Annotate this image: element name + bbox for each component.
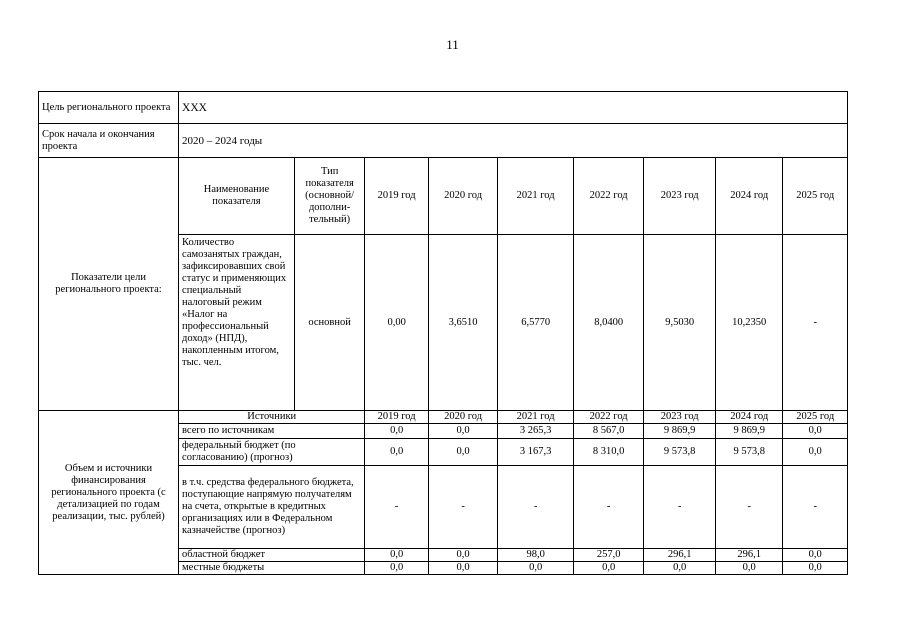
financing-value: 9 869,9 bbox=[644, 424, 716, 439]
financing-value: 98,0 bbox=[498, 549, 574, 562]
financing-value: - bbox=[428, 466, 498, 549]
financing-value: 9 869,9 bbox=[715, 424, 783, 439]
financing-value: 0,0 bbox=[428, 424, 498, 439]
indicator-year-header: 2025 год bbox=[783, 158, 848, 235]
financing-year-header: 2023 год bbox=[644, 411, 716, 424]
financing-value: 9 573,8 bbox=[644, 439, 716, 466]
financing-value: 0,0 bbox=[783, 562, 848, 575]
financing-value: 0,0 bbox=[365, 549, 428, 562]
financing-header-row bbox=[39, 411, 848, 424]
financing-source-name: местные бюджеты bbox=[179, 562, 365, 575]
financing-value: 0,0 bbox=[428, 562, 498, 575]
financing-source-name: всего по источникам bbox=[179, 424, 365, 439]
indicator-name-header: Наименование показателя bbox=[179, 158, 295, 235]
project-passport-table bbox=[38, 91, 848, 575]
indicator-value: 6,5770 bbox=[498, 235, 574, 411]
financing-value: - bbox=[644, 466, 716, 549]
financing-value: 257,0 bbox=[573, 549, 644, 562]
indicator-name: Количество самозанятых граждан, зафиксировавших свой статус и применяющих специальный налоговый режим «Налог на профессиональный доход» (НПД), накопленным итогом, тыс. чел. bbox=[179, 235, 295, 411]
indicator-type: основной bbox=[294, 235, 365, 411]
financing-value: 296,1 bbox=[715, 549, 783, 562]
indicator-value: 8,0400 bbox=[573, 235, 644, 411]
financing-value: 0,0 bbox=[365, 439, 428, 466]
financing-value: 8 310,0 bbox=[573, 439, 644, 466]
financing-year-header: 2021 год bbox=[498, 411, 574, 424]
financing-value: 0,0 bbox=[573, 562, 644, 575]
financing-year-header: 2020 год bbox=[428, 411, 498, 424]
indicator-year-header: 2019 год bbox=[365, 158, 428, 235]
financing-value: 9 573,8 bbox=[715, 439, 783, 466]
financing-value: - bbox=[365, 466, 428, 549]
financing-value: 3 167,3 bbox=[498, 439, 574, 466]
term-value: 2020 – 2024 годы bbox=[179, 124, 848, 158]
financing-value: 0,0 bbox=[783, 549, 848, 562]
indicator-value: 10,2350 bbox=[715, 235, 783, 411]
financing-year-header: 2025 год bbox=[783, 411, 848, 424]
financing-sources-header: Источники bbox=[179, 411, 365, 424]
financing-year-header: 2022 год bbox=[573, 411, 644, 424]
financing-year-header: 2024 год bbox=[715, 411, 783, 424]
indicator-year-header: 2022 год bbox=[573, 158, 644, 235]
goal-value: XXX bbox=[179, 92, 848, 124]
financing-value: 296,1 bbox=[644, 549, 716, 562]
indicators-header-row bbox=[39, 158, 848, 235]
goal-row bbox=[39, 92, 848, 124]
financing-value: 0,0 bbox=[428, 549, 498, 562]
financing-value: - bbox=[783, 466, 848, 549]
indicator-value: 9,5030 bbox=[644, 235, 716, 411]
financing-value: - bbox=[498, 466, 574, 549]
financing-section-label: Объем и источники финансирования регионального проекта (с детализацией по годам реализации, тыс. рублей) bbox=[39, 411, 179, 575]
financing-value: 0,0 bbox=[783, 439, 848, 466]
term-label: Срок начала и окончания проекта bbox=[39, 124, 179, 158]
indicator-value: 3,6510 bbox=[428, 235, 498, 411]
financing-value: 0,0 bbox=[644, 562, 716, 575]
page-number: 11 bbox=[446, 37, 459, 52]
indicator-type-header: Тип показателя (основной/ дополни-тельный) bbox=[294, 158, 365, 235]
financing-value: 0,0 bbox=[783, 424, 848, 439]
indicator-value: 0,00 bbox=[365, 235, 428, 411]
financing-value: 0,0 bbox=[365, 562, 428, 575]
indicator-year-header: 2024 год bbox=[715, 158, 783, 235]
financing-value: 0,0 bbox=[428, 439, 498, 466]
financing-value: 8 567,0 bbox=[573, 424, 644, 439]
indicator-year-header: 2023 год bbox=[644, 158, 716, 235]
indicator-year-header: 2021 год bbox=[498, 158, 574, 235]
financing-value: 3 265,3 bbox=[498, 424, 574, 439]
indicators-section-label: Показатели цели регионального проекта: bbox=[39, 158, 179, 411]
financing-value: 0,0 bbox=[365, 424, 428, 439]
financing-year-header: 2019 год bbox=[365, 411, 428, 424]
financing-source-name: федеральный бюджет (по согласованию) (прогноз) bbox=[179, 439, 365, 466]
financing-value: 0,0 bbox=[498, 562, 574, 575]
financing-value: 0,0 bbox=[715, 562, 783, 575]
goal-label: Цель регионального проекта bbox=[39, 92, 179, 124]
financing-value: - bbox=[715, 466, 783, 549]
financing-source-name: в т.ч. средства федерального бюджета, поступающие напрямую получателям на счета, открытые в кредитных организациях или в Федеральном казначействе (прогноз) bbox=[179, 466, 365, 549]
financing-source-name: областной бюджет bbox=[179, 549, 365, 562]
indicator-value: - bbox=[783, 235, 848, 411]
indicator-year-header: 2020 год bbox=[428, 158, 498, 235]
term-row bbox=[39, 124, 848, 158]
financing-value: - bbox=[573, 466, 644, 549]
